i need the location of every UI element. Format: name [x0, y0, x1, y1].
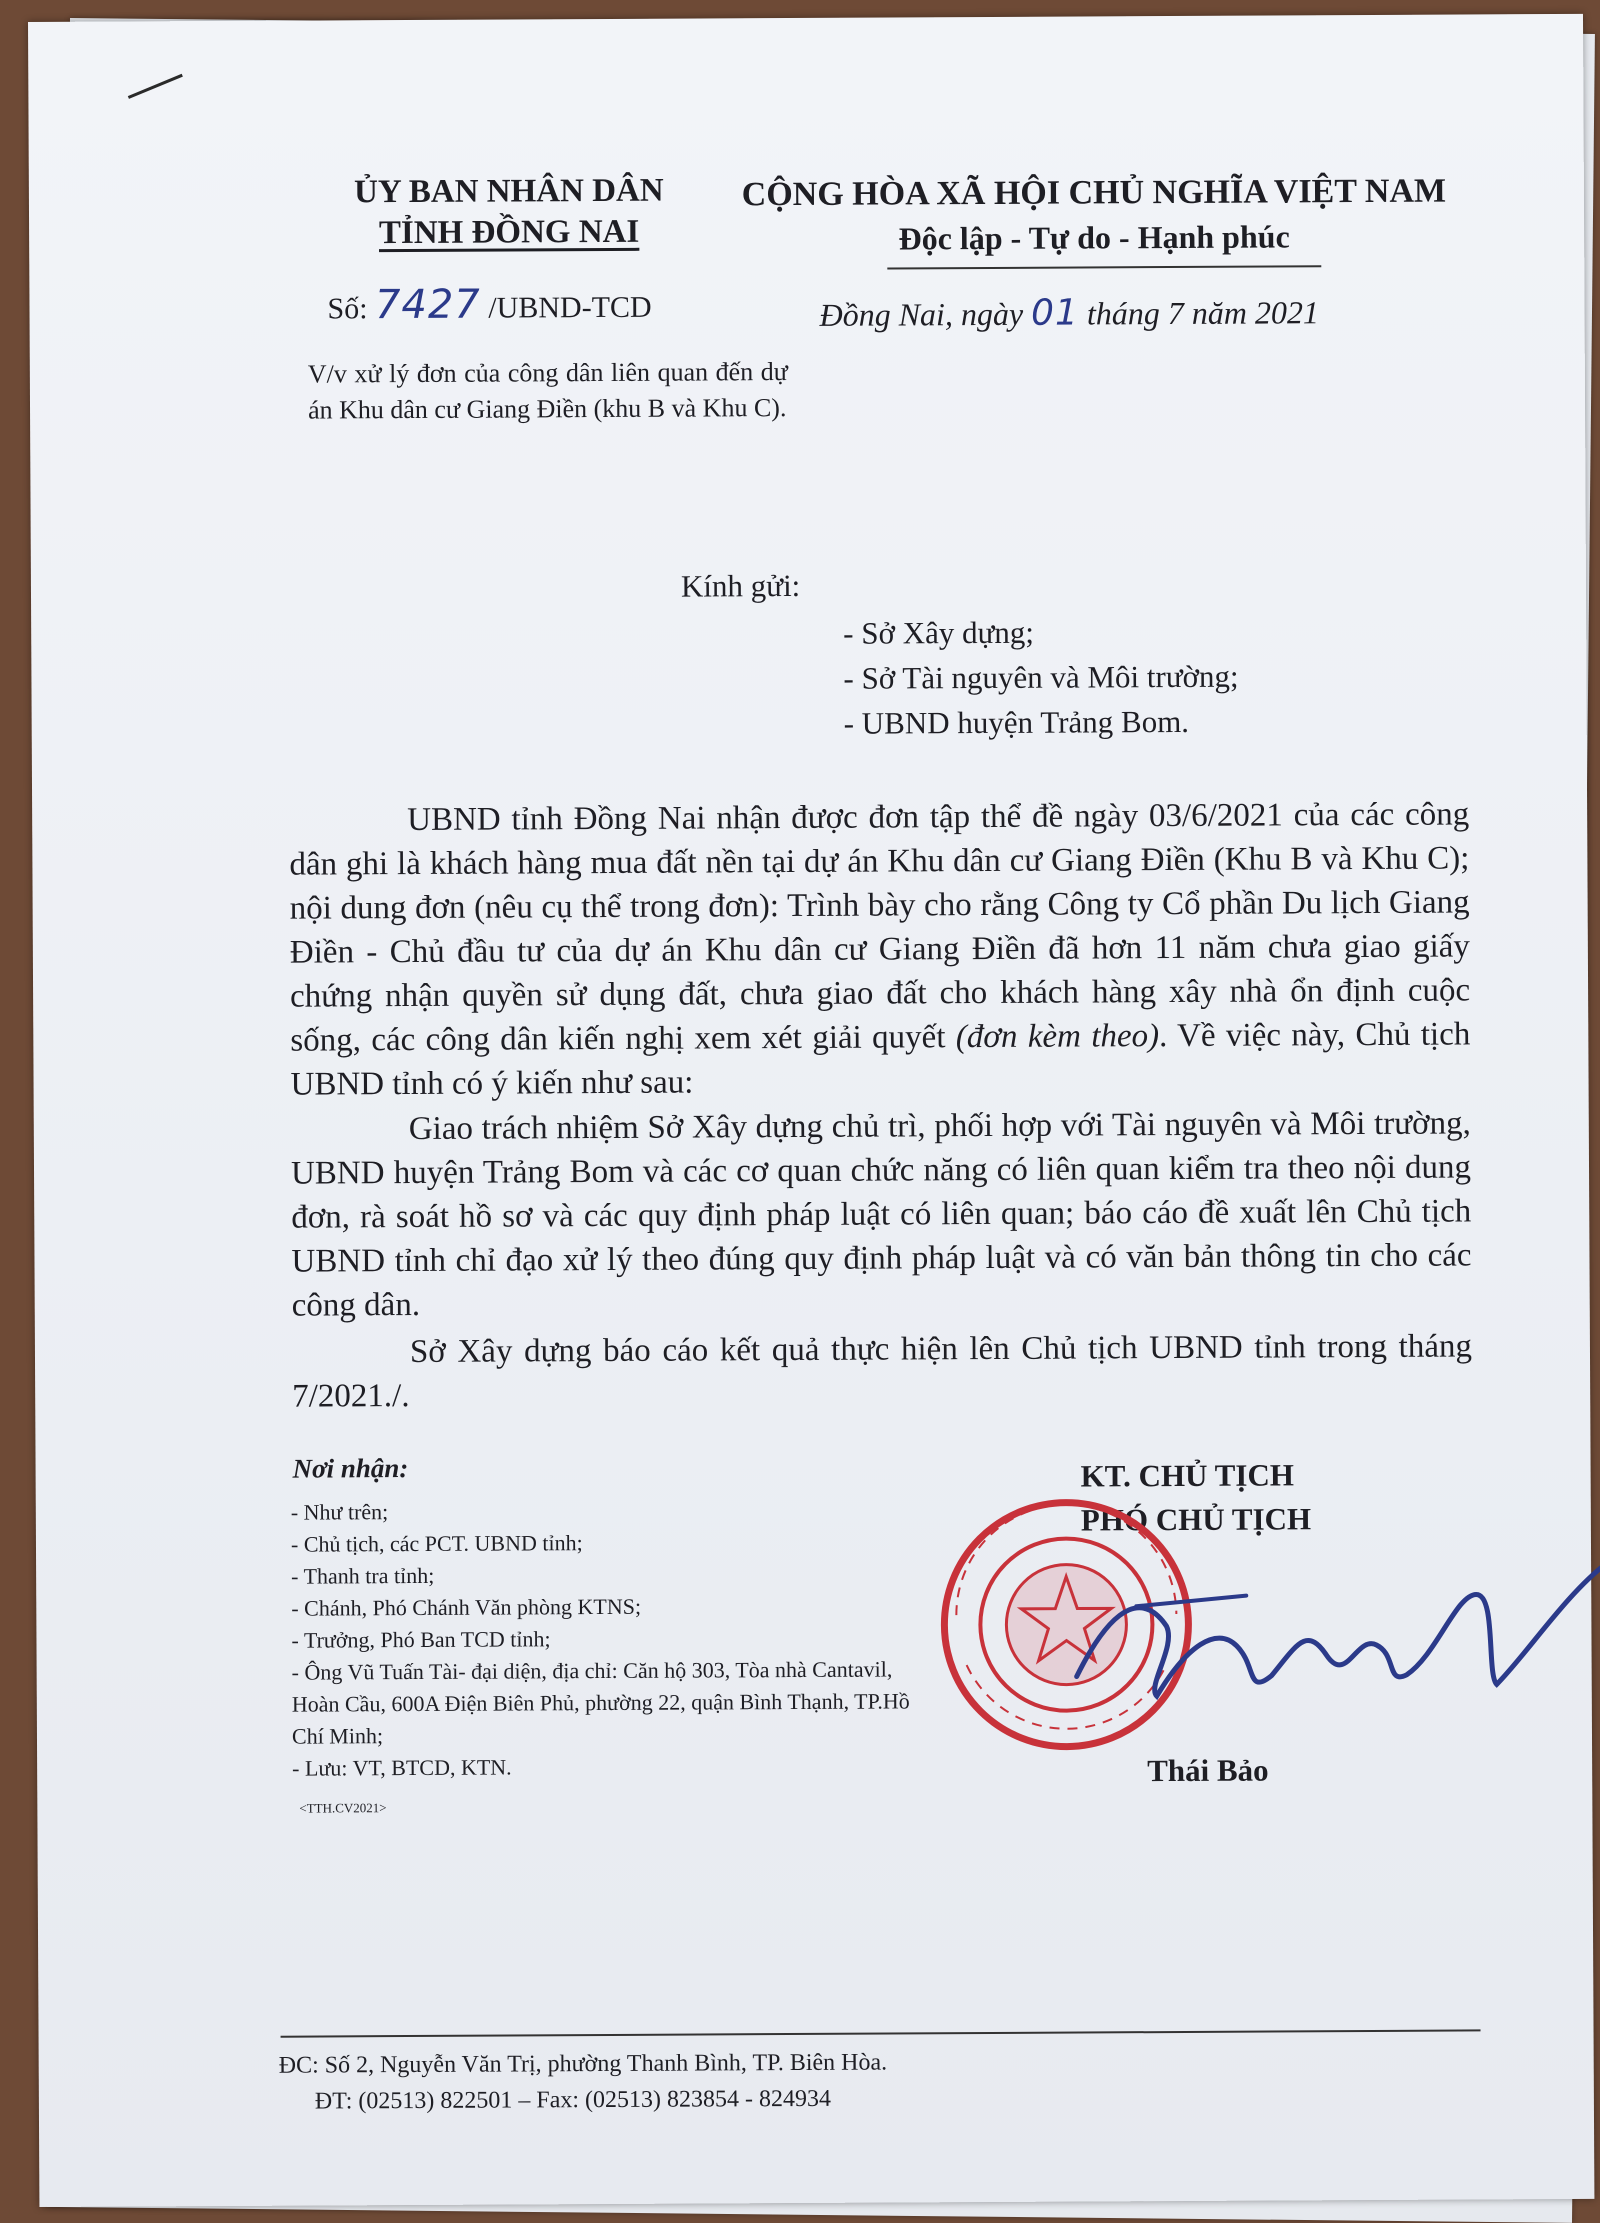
body-p1-text: UBND tỉnh Đồng Nai nhận được đơn tập thể đề ngày 03/6/2021 của các công dân ghi là khách hàng mua đất nền tại dự án Khu dân cư Giang Điền (Khu B và Khu C); nội dung đơn (nêu cụ thể trong đơn): Trình bày cho rằng Công ty Cổ phần Du lịch Giang Điền - Chủ đầu tư của dự án Khu dân cư Giang Điền đã hơn 11 năm chưa giao giấy chứng nhận quyền sử dụng đất, chưa giao đất cho khách hàng xây nhà ổn định cuộc sống, các công dân kiến nghị xem xét giải quyết: [289, 796, 1471, 1059]
recipient-item: - Sở Tài nguyên và Môi trường;: [843, 658, 1239, 696]
issuer-line1: ỦY BAN NHÂN DÂN: [354, 172, 664, 211]
body-paragraph-2: [291, 1101, 1472, 1327]
body-p1-end: . Về việc này, Chủ tịch UBND tỉnh có ý kiến như sau:: [290, 1016, 1471, 1103]
national-title: CỘNG HÒA XÃ HỘI CHỦ NGHĨA VIỆT NAM: [741, 172, 1447, 214]
footer-contact: [279, 2045, 888, 2120]
body-p1-italic: (đơn kèm theo): [955, 1018, 1160, 1056]
recipients-cc-list: [291, 1493, 942, 1784]
footer-divider: [281, 2029, 1481, 2037]
recipient-list: [843, 609, 1239, 746]
signature-line2: PHÓ CHỦ TỊCH: [1080, 1501, 1312, 1538]
signer-name: Thái Bảo: [1147, 1752, 1269, 1789]
body-paragraph-1: [289, 792, 1471, 1106]
cc-item: - Thanh tra tỉnh;: [291, 1562, 435, 1589]
cc-item: - Như trên;: [290, 1499, 389, 1525]
date-day-handwritten: 01: [1030, 292, 1080, 334]
subject-line: V/v xử lý đơn của công dân liên quan đến dự án Khu dân cư Giang Điền (khu B và Khu C).: [307, 357, 788, 425]
cc-item: - Ông Vũ Tuấn Tài- đại diện, địa chỉ: Căn hộ 303, Tòa nhà Cantavil, Hoàn Cầu, 600A Điện Biên Phủ, phường 22, quận Bình Thạnh, TP.Hồ Chí Minh;: [291, 1656, 910, 1749]
issuer-header: [329, 171, 689, 255]
document-date: [819, 291, 1319, 335]
doc-number-prefix: Số:: [327, 292, 368, 326]
motto-underline: [887, 265, 1321, 269]
greeting: Kính gửi:: [680, 567, 801, 604]
footer-address: ĐC: Số 2, Nguyễn Văn Trị, phường Thanh Bình, TP. Biên Hòa.: [278, 2049, 888, 2079]
cc-item: - Chủ tịch, các PCT. UBND tỉnh;: [290, 1530, 583, 1557]
signature-line1: KT. CHỦ TỊCH: [1080, 1457, 1295, 1494]
document-code: <TTH.CV2021>: [299, 1800, 387, 1816]
body-p3-text: Sở Xây dựng báo cáo kết quả thực hiện lên Chủ tịch UBND tỉnh trong tháng 7/2021./.: [292, 1328, 1473, 1415]
body-p2-text: Giao trách nhiệm Sở Xây dựng chủ trì, phối hợp với Tài nguyên và Môi trường, UBND huyện Trảng Bom và các cơ quan chức năng có liên quan kiểm tra theo nội dung đơn, rà soát hồ sơ và các quy định pháp luật có liên quan; báo cáo đề xuất lên Chủ tịch UBND tỉnh chỉ đạo xử lý theo đúng quy định pháp luật và có văn bản thông tin cho các công dân.: [290, 1105, 1472, 1324]
recipients-cc-title: Nơi nhận:: [292, 1453, 409, 1484]
recipient-item: - Sở Xây dựng;: [843, 614, 1035, 651]
date-prefix: Đồng Nai, ngày: [819, 295, 1024, 333]
handwritten-signature: [1056, 1534, 1600, 1717]
pen-mark: [126, 71, 186, 101]
cc-item: - Lưu: VT, BTCD, KTN.: [292, 1754, 512, 1781]
body-paragraph-3: [292, 1324, 1472, 1418]
document-page: [28, 14, 1594, 2207]
issuer-line2: TỈNH ĐỒNG NAI: [378, 213, 640, 252]
national-header: [734, 170, 1454, 262]
date-suffix: tháng 7 năm 2021: [1086, 294, 1319, 332]
doc-number-handwritten: 7427: [374, 281, 481, 329]
cc-item: - Trưởng, Phó Ban TCD tỉnh;: [291, 1626, 551, 1653]
document-number: [327, 281, 651, 329]
doc-number-suffix: /UBND-TCD: [488, 290, 652, 325]
cc-item: - Chánh, Phó Chánh Văn phòng KTNS;: [291, 1593, 642, 1621]
national-motto: Độc lập - Tự do - Hạnh phúc: [898, 218, 1290, 257]
footer-phone: ĐT: (02513) 822501 – Fax: (02513) 823854 - 824934: [314, 2085, 832, 2115]
recipient-item: - UBND huyện Trảng Bom.: [843, 703, 1190, 741]
